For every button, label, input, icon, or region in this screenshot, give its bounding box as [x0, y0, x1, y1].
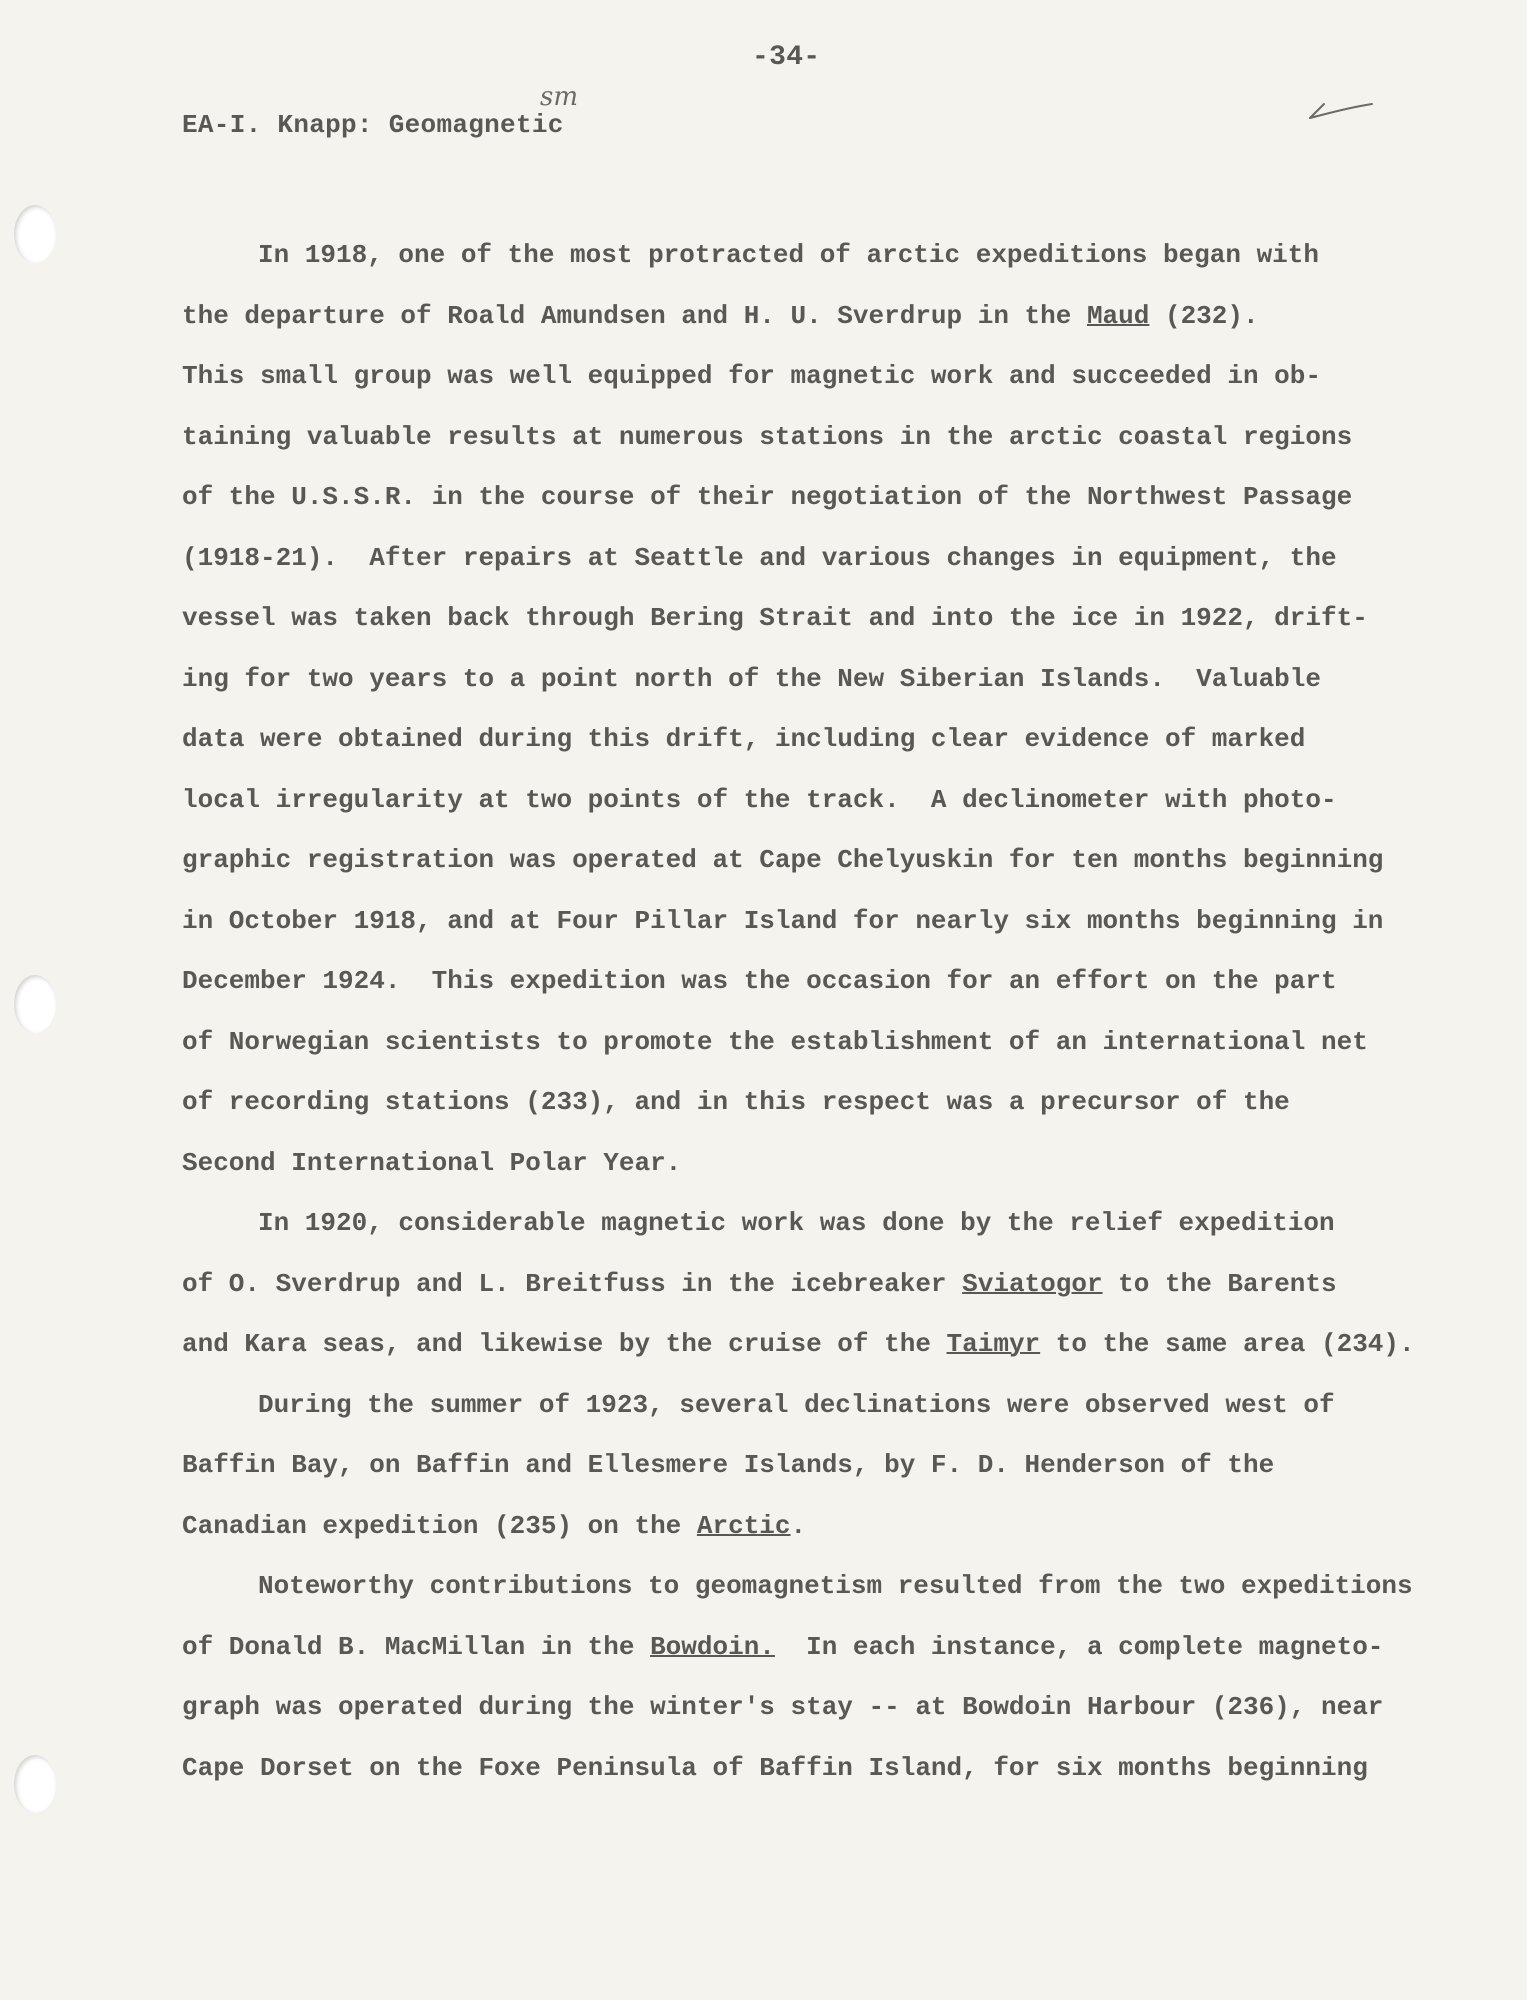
text-line: [182, 770, 1412, 831]
text-line: [182, 830, 1412, 891]
text-segment: In 1918, one of the most protracted of arctic expeditions began with: [258, 240, 1319, 270]
text-segment: ing for two years to a point north of the New Siberian Islands. Valuable: [182, 663, 1321, 694]
text-line: [182, 1012, 1412, 1073]
text-segment: taining valuable results at numerous stations in the arctic coastal regions: [182, 421, 1353, 452]
text-segment: local irregularity at two points of the track. A declinometer with photo-: [182, 784, 1337, 815]
text-line: [182, 1072, 1412, 1133]
page-number: -34-: [752, 42, 821, 73]
underlined-ship-name: Maud: [1086, 300, 1150, 331]
text-segment: (1918-21). After repairs at Seattle and various changes in equipment, the: [182, 542, 1337, 573]
text-line: [182, 225, 1412, 286]
text-line: [182, 951, 1412, 1012]
body-text: [182, 225, 1415, 1798]
text-segment: graphic registration was operated at Cape Chelyuskin for ten months beginning: [182, 845, 1384, 875]
text-segment: and Kara seas, and likewise by the cruise of the: [182, 1329, 947, 1359]
handwritten-check-mark: [1306, 100, 1376, 122]
text-segment: During the summer of 1923, several declinations were observed west of: [258, 1389, 1335, 1420]
text-line: [182, 528, 1412, 589]
text-segment: of recording stations (233), and in this respect was a precursor of the: [182, 1087, 1290, 1117]
text-line: [182, 1617, 1412, 1678]
text-line: [182, 1496, 1412, 1557]
text-line: [182, 1435, 1412, 1496]
text-line: [182, 286, 1412, 347]
text-segment: In each instance, a complete magneto-: [774, 1631, 1384, 1662]
underlined-ship-name: Arctic: [696, 1510, 791, 1541]
text-segment: the departure of Roald Amundsen and H. U. Sverdrup in the: [182, 300, 1087, 331]
text-segment: of Norwegian scientists to promote the establishment of an international net: [182, 1026, 1368, 1057]
text-segment: of O. Sverdrup and L. Breitfuss in the icebreaker: [182, 1268, 963, 1299]
text-segment: to the same area (234).: [1040, 1329, 1415, 1359]
section-header: EA-I. Knapp: Geomagnetic: [182, 110, 564, 140]
text-segment: Second International Polar Year.: [182, 1147, 682, 1178]
text-line: [182, 1193, 1412, 1254]
text-segment: vessel was taken back through Bering Strait and into the ice in 1922, drift-: [182, 603, 1368, 633]
text-segment: (232).: [1149, 300, 1259, 331]
text-segment: data were obtained during this drift, including clear evidence of marked: [182, 724, 1306, 754]
text-segment: of Donald B. MacMillan in the: [182, 1631, 651, 1662]
binder-hole-top: [14, 205, 56, 263]
underlined-ship-name: Taimyr: [946, 1329, 1041, 1359]
text-line: [182, 588, 1412, 649]
text-line: [182, 1738, 1412, 1799]
text-line: [182, 407, 1412, 468]
text-line: [182, 891, 1412, 952]
text-line: [182, 1677, 1412, 1738]
text-segment: This small group was well equipped for magnetic work and succeeded in ob-: [182, 361, 1321, 391]
text-segment: December 1924. This expedition was the occasion for an effort on the part: [182, 966, 1337, 996]
text-segment: graph was operated during the winter's stay -- at Bowdoin Harbour (236), near: [182, 1692, 1384, 1722]
text-line: [182, 709, 1412, 770]
text-segment: Baffin Bay, on Baffin and Ellesmere Islands, by F. D. Henderson of the: [182, 1450, 1275, 1480]
text-line: [182, 1314, 1415, 1375]
binder-hole-bottom: [14, 1755, 56, 1813]
text-segment: to the Barents: [1102, 1268, 1337, 1299]
text-line: [182, 649, 1412, 710]
text-line: [182, 467, 1412, 528]
text-line: [182, 1556, 1412, 1617]
binder-hole-middle: [14, 975, 56, 1033]
handwritten-note: sm: [540, 82, 578, 112]
text-segment: of the U.S.S.R. in the course of their negotiation of the Northwest Passage: [182, 482, 1353, 512]
text-segment: in October 1918, and at Four Pillar Island for nearly six months beginning in: [182, 905, 1384, 936]
text-line: [182, 1133, 1412, 1194]
underlined-ship-name: Bowdoin.: [650, 1631, 775, 1662]
text-line: [182, 1254, 1412, 1315]
text-line: [182, 346, 1412, 407]
text-segment: Cape Dorset on the Foxe Peninsula of Baffin Island, for six months beginning: [182, 1752, 1368, 1783]
underlined-ship-name: Sviatogor: [962, 1268, 1103, 1299]
text-segment: Canadian expedition (235) on the: [182, 1510, 697, 1541]
text-segment: In 1920, considerable magnetic work was done by the relief expedition: [258, 1208, 1335, 1238]
text-segment: .: [790, 1510, 807, 1541]
text-segment: Noteworthy contributions to geomagnetism resulted from the two expeditions: [258, 1571, 1413, 1601]
text-line: [182, 1375, 1412, 1436]
